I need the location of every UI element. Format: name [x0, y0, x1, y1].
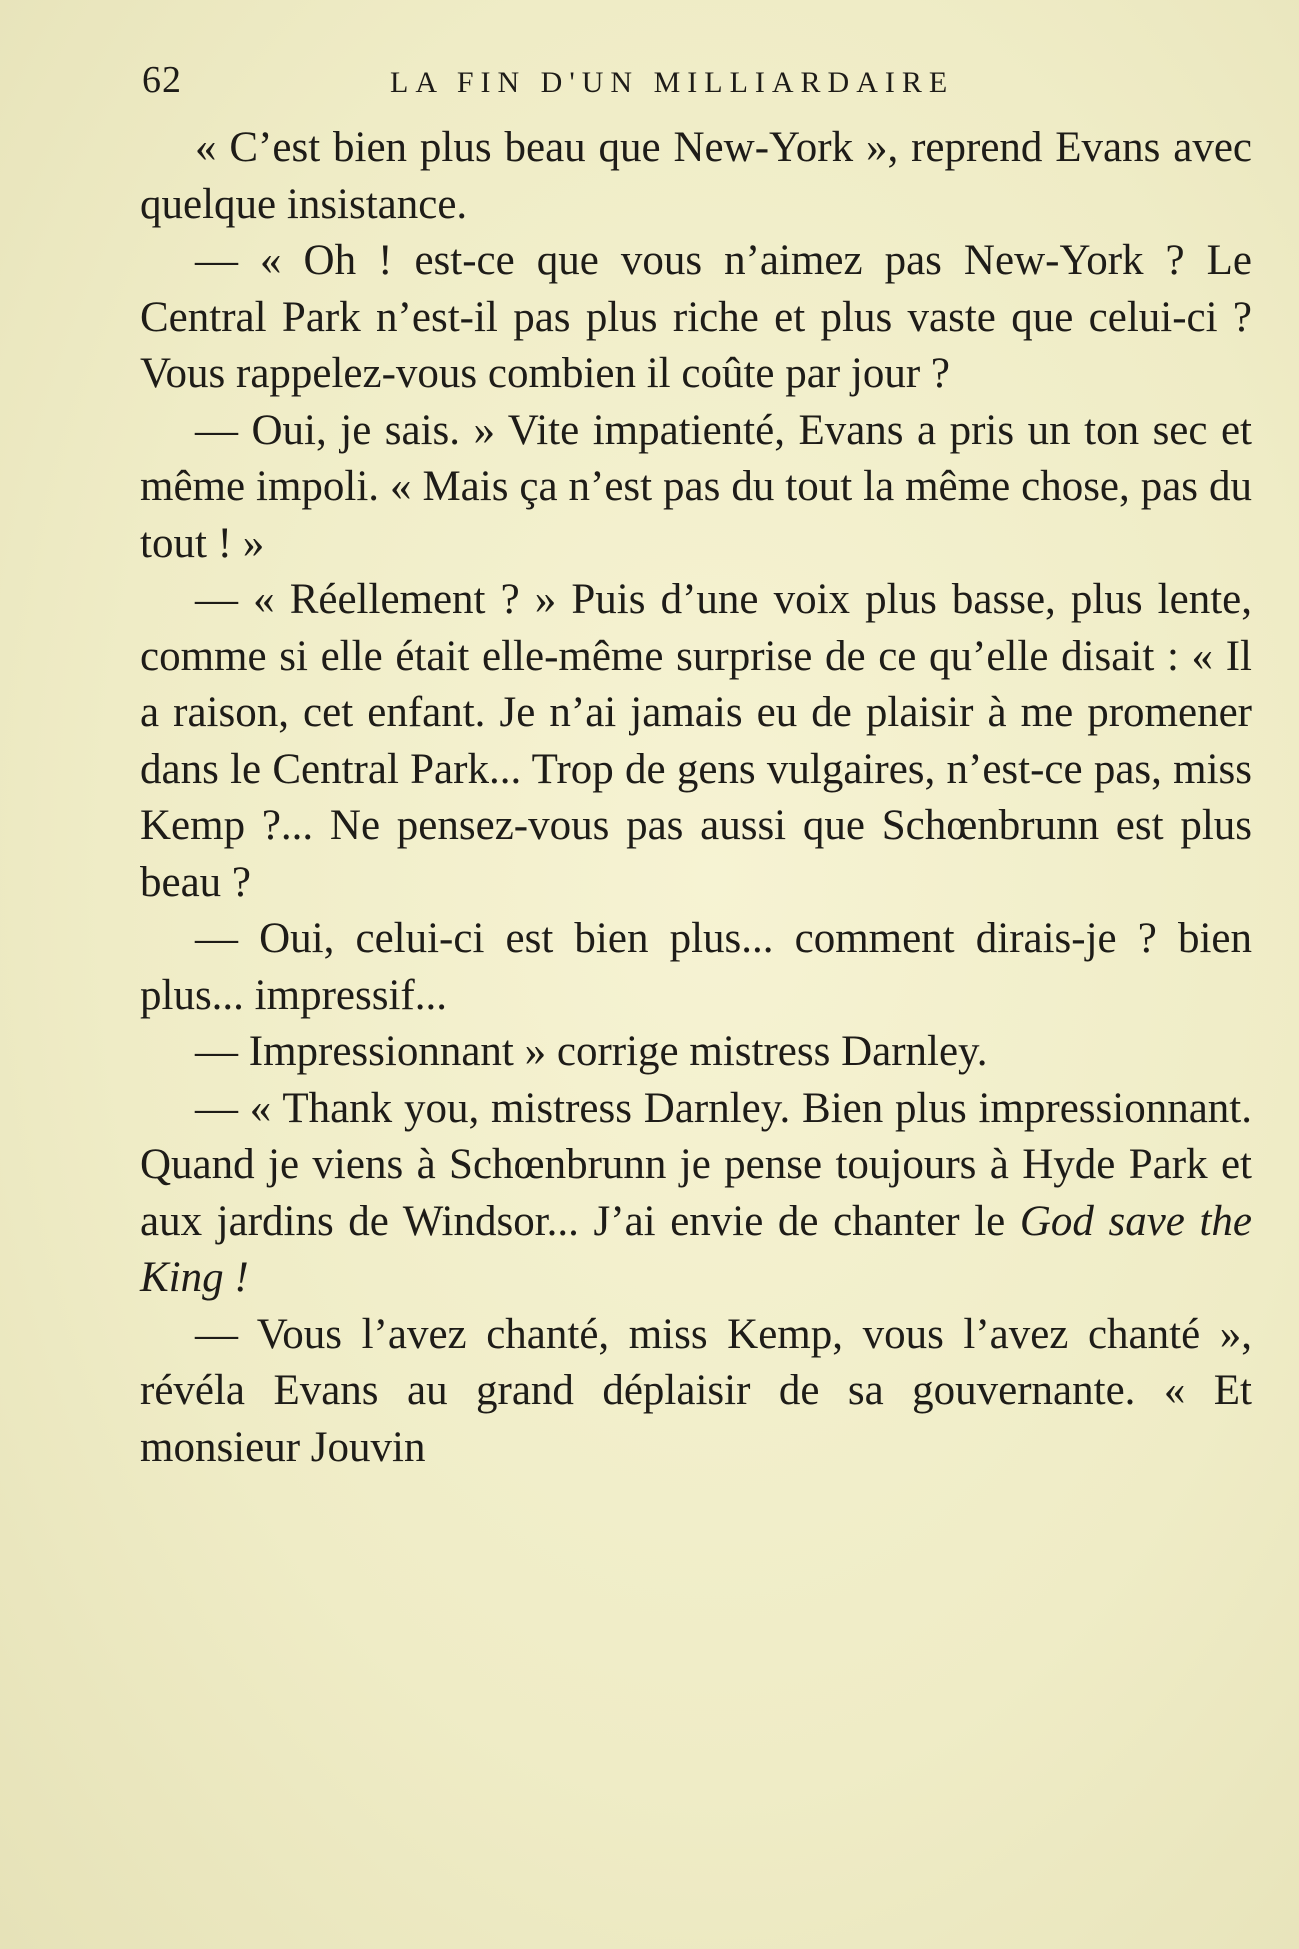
paragraph: — « Oh ! est-ce que vous n’aimez pas New-York ? Le Central Park n’est-il pas plus riche et plus vaste que celui-ci ? Vous rappelez-vous combien il coûte par jour ?: [140, 237, 1252, 397]
body-text: [140, 120, 1252, 1476]
italic-song-title: God save the King !: [140, 1197, 1252, 1301]
paragraph: — Vous l’avez chanté, miss Kemp, vous l’avez chanté », révéla Evans au grand déplaisir de sa gouvernante. « Et monsieur Jouvin: [140, 1310, 1252, 1471]
book-page: [140, 48, 1252, 1898]
running-head: [140, 48, 1252, 120]
paragraph: — Impressionnant » corrige mistress Darnley.: [195, 1028, 988, 1075]
paragraph: — Oui, je sais. » Vite impatienté, Evans a pris un ton sec et même impoli. « Mais ça n’est pas du tout la même chose, pas du tout ! »: [140, 406, 1252, 567]
paragraph: [140, 1081, 1252, 1307]
book-title: LA FIN D'UN MILLIARDAIRE: [390, 66, 955, 99]
page-number: 62: [142, 59, 182, 101]
paragraph-text: — « Thank you, mistress Darnley. Bien plus impressionnant. Quand je viens à Schœnbrunn je pense toujours à Hyde Park et aux jardins de Windsor... J’ai envie de chanter le: [140, 1084, 1252, 1245]
paragraph: « C’est bien plus beau que New-York », reprend Evans avec quelque insistance.: [140, 124, 1252, 228]
paragraph: — « Réellement ? » Puis d’une voix plus basse, plus lente, comme si elle était elle-même surprise de ce qu’elle disait : « Il a raison, cet enfant. Je n’ai jamais eu de plaisir à me promener dans le Central Park... Trop de gens vulgaires, n’est-ce pas, miss Kemp ?... Ne pensez-vous pas aussi que Schœnbrunn est plus beau ?: [140, 576, 1252, 906]
paragraph: — Oui, celui-ci est bien plus... comment dirais-je ? bien plus... impressif...: [140, 915, 1252, 1019]
